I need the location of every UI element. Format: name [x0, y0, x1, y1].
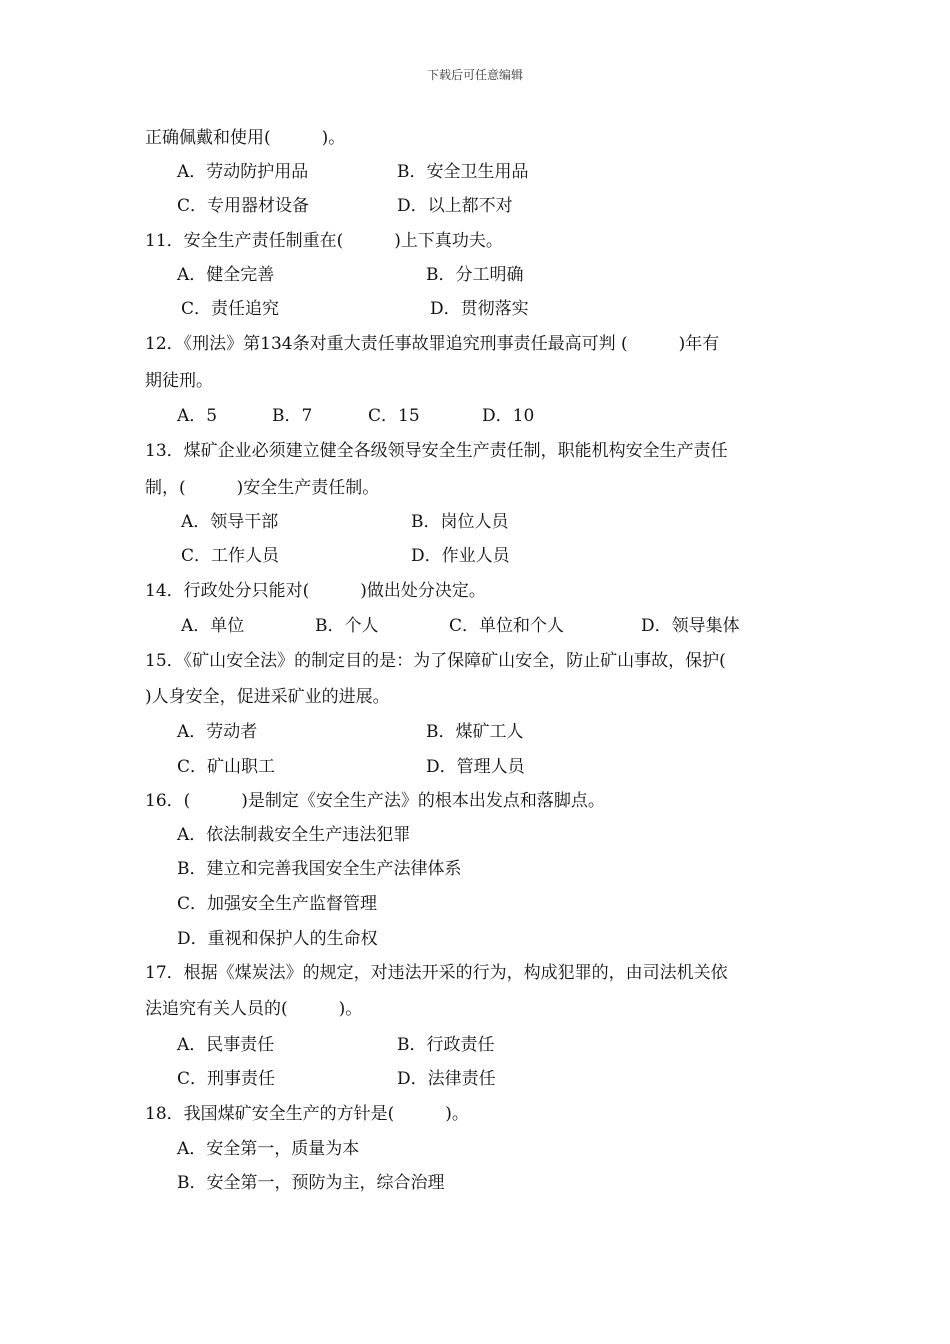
option-14-c: C．单位和个人	[449, 616, 565, 636]
option-13-b: B．岗位人员	[411, 512, 509, 532]
question-17-stem: 17．根据《煤炭法》的规定，对违法开采的行为，构成犯罪的，由司法机关依	[145, 963, 728, 983]
option-17-a: A．民事责任	[177, 1035, 275, 1055]
option-18-b: B．安全第一，预防为主，综合治理	[177, 1173, 445, 1193]
option-13-c: C．工作人员	[181, 546, 280, 566]
option-11-b: B．分工明确	[426, 265, 524, 285]
option-14-b: B．个人	[315, 616, 379, 636]
option-14-a: A．单位	[181, 616, 245, 636]
question-15-stem: 15．《矿山安全法》的制定目的是：为了保障矿山安全，防止矿山事故，保护(	[145, 651, 726, 671]
option-11-a: A．健全完善	[177, 265, 275, 285]
question-14-stem: 14．行政处分只能对( )做出处分决定。	[145, 581, 486, 601]
option-12-b: B．7	[272, 406, 313, 426]
question-12-stem-cont: 期徒刑。	[145, 371, 213, 391]
option-12-c: C．15	[368, 406, 420, 426]
option-10-b: B．安全卫生用品	[397, 162, 529, 182]
option-11-d: D．贯彻落实	[430, 299, 529, 319]
page-header: 下载后可任意编辑	[426, 68, 523, 82]
option-15-b: B．煤矿工人	[426, 722, 524, 742]
question-15-stem-cont: )人身安全，促进采矿业的进展。	[145, 687, 390, 707]
question-13-stem-cont: 制，( )安全生产责任制。	[145, 478, 380, 498]
question-18-stem: 18．我国煤矿安全生产的方针是( )。	[145, 1104, 469, 1124]
option-15-d: D．管理人员	[426, 757, 525, 777]
option-12-a: A．5	[177, 406, 218, 426]
option-16-b: B．建立和完善我国安全生产法律体系	[177, 859, 462, 879]
option-17-d: D．法律责任	[397, 1069, 496, 1089]
question-16-stem: 16．( )是制定《安全生产法》的根本出发点和落脚点。	[145, 791, 605, 811]
option-18-a: A．安全第一，质量为本	[177, 1139, 360, 1159]
option-11-c: C．责任追究	[181, 299, 280, 319]
option-15-a: A．劳动者	[177, 722, 258, 742]
option-10-c: C．专用器材设备	[177, 196, 310, 216]
option-17-b: B．行政责任	[397, 1035, 495, 1055]
option-17-c: C．刑事责任	[177, 1069, 276, 1089]
option-14-d: D．领导集体	[641, 616, 740, 636]
option-16-a: A．依法制裁安全生产违法犯罪	[177, 825, 411, 845]
option-13-a: A．领导干部	[181, 512, 279, 532]
option-13-d: D．作业人员	[411, 546, 510, 566]
question-10-stem: 正确佩戴和使用( )。	[145, 128, 346, 148]
option-15-c: C．矿山职工	[177, 757, 276, 777]
question-13-stem: 13．煤矿企业必须建立健全各级领导安全生产责任制，职能机构安全生产责任	[145, 441, 728, 461]
option-16-d: D．重视和保护人的生命权	[177, 929, 378, 949]
option-12-d: D．10	[482, 406, 535, 426]
question-12-stem: 12．《刑法》第134条对重大责任事故罪追究刑事责任最高可判 ( )年有	[145, 334, 720, 354]
option-16-c: C．加强安全生产监督管理	[177, 894, 378, 914]
question-17-stem-cont: 法追究有关人员的( )。	[145, 999, 363, 1019]
option-10-d: D．以上都不对	[397, 196, 513, 216]
question-11-stem: 11．安全生产责任制重在( )上下真功夫。	[145, 231, 503, 251]
option-10-a: A．劳动防护用品	[177, 162, 309, 182]
